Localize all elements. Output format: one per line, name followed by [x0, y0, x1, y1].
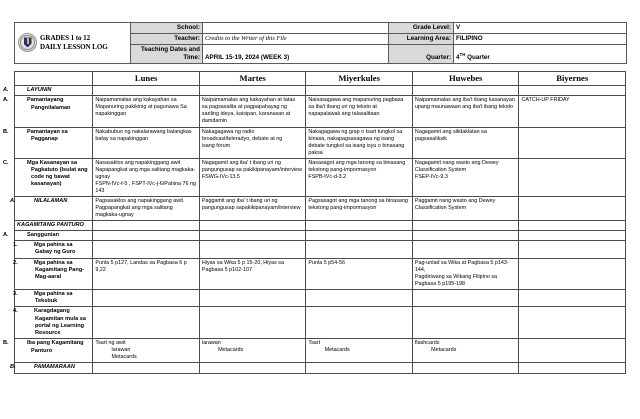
cell-layunin-huwebes[interactable] — [412, 86, 519, 96]
cell-pamantayang-pangnilalaman-martes[interactable]: Naipamamalas ang kakayahan at tatas sa pagsasalita at pagpapahayag ng sariling ideya, kaisipan, karanasan at damdamin — [199, 96, 306, 127]
row-index-pamamaraan: B. — [10, 364, 16, 371]
day-header-row — [15, 72, 626, 86]
row-label-pamantayang-pangnilalaman — [3, 96, 93, 127]
cell-kagamitang-pang-mag-aaral-biyernes[interactable] — [519, 258, 626, 289]
teaching-dates-label-line2: Time: — [183, 53, 200, 61]
cell-sanggunian-lunes[interactable] — [93, 230, 200, 240]
learning-area-value[interactable]: FILIPINO — [454, 33, 627, 44]
cell-pamamaraan-huwebes[interactable] — [412, 363, 519, 373]
school-label: School: — [131, 23, 203, 34]
cell-kagamitang-panturo-huwebes[interactable] — [412, 220, 519, 230]
cell-gabay-ng-guro-lunes[interactable] — [93, 241, 200, 259]
cell-kagamitang-pang-mag-aaral-martes[interactable]: Hiyas sa Wika 5 p 15-20, Hiyas sa Pagbasa 5 p102-107 — [199, 258, 306, 289]
teaching-dates-label — [131, 44, 203, 63]
cell-pamantayan-sa-pagganap-lunes[interactable]: Nakabubuo ng nakalarawang balangkas batay sa napakinggan — [93, 127, 200, 158]
cell-gabay-ng-guro-biyernes[interactable] — [519, 241, 626, 259]
cell-gabay-ng-guro-miyerkules[interactable] — [306, 241, 413, 259]
cell-karagdagang-kagamitan-martes[interactable] — [199, 307, 306, 339]
row-label-layunin — [3, 86, 93, 96]
cell-nilalaman-martes[interactable]: Paggamit ang iba' t ibang uri ng pangungusap sapakikipanayam/interview — [199, 196, 306, 220]
row-index-karagdagang-kagamitan: 4. — [13, 308, 18, 315]
grade-level-label: Grade Level: — [389, 23, 454, 34]
column-header-miyerkules: Miyerkules — [306, 72, 413, 86]
row-label-pamantayan-sa-pagganap — [3, 127, 93, 158]
cell-pamamaraan-biyernes[interactable] — [519, 363, 626, 373]
cell-pamantayang-pangnilalaman-huwebes[interactable]: Naipamamalas ang iba't ibang kasanayan upang maunawaan ang iba't ibang teksto — [412, 96, 519, 127]
cell-kagamitang-panturo-biyernes[interactable] — [519, 220, 626, 230]
cell-pamamaraan-miyerkules[interactable] — [306, 363, 413, 373]
row-index-mga-kasanayan-sa-pagkatuto: C. — [3, 159, 9, 166]
row-label-text-kagamitang-panturo: KAGAMITANG PANTURO — [17, 221, 84, 228]
teaching-dates-value[interactable]: APRIL 15-19, 2024 (WEEK 3) — [203, 44, 389, 63]
teaching-dates-label-line1: Teaching Dates and — [140, 45, 200, 53]
row-label-pamamaraan — [10, 363, 93, 373]
quarter-suffix: TH — [459, 51, 466, 57]
row-label-karagdagang-kagamitan — [15, 307, 93, 339]
row-label-text-layunin: LAYUNIN — [27, 87, 52, 94]
stub-header — [15, 72, 93, 86]
dll-row-karagdagang-kagamitan — [15, 307, 626, 339]
dll-title — [40, 34, 108, 51]
logo-cell — [15, 23, 131, 64]
dll-row-mga-kasanayan-sa-pagkatuto — [15, 158, 626, 196]
cell-pamantayang-pangnilalaman-lunes[interactable]: Naipamamalas ang kakayahan sa Mapanuring pakikinig at pagunawa Sa napakinggan — [93, 96, 200, 127]
row-label-nilalaman — [10, 196, 93, 220]
column-header-martes: Martes — [199, 72, 306, 86]
row-index-layunin: A. — [3, 87, 9, 94]
dll-row-sanggunian — [15, 230, 626, 240]
row-label-text-pamantayan-sa-pagganap: Pamantayan sa Pagganap — [27, 128, 68, 142]
cell-pamamaraan-martes[interactable] — [199, 363, 306, 373]
cell-iba-pang-kagamitang-panturo-huwebes[interactable]: flashcards Metacards — [412, 339, 519, 363]
cell-teksbuk-martes[interactable] — [199, 289, 306, 307]
row-label-sanggunian — [3, 230, 93, 240]
cell-nilalaman-miyerkules[interactable]: Pagsasagot ang mga tanong sa binasang tekstong pang-impormasyon — [306, 196, 413, 220]
row-label-text-teksbuk: Mga pahina sa Teksbuk — [34, 290, 73, 305]
cell-nilalaman-huwebes[interactable]: Paggamit nang wasto ang Dewey Classification System — [412, 196, 519, 220]
cell-layunin-lunes[interactable] — [93, 86, 200, 96]
cell-layunin-miyerkules[interactable] — [306, 86, 413, 96]
quarter-value[interactable] — [454, 44, 627, 63]
cell-mga-kasanayan-sa-pagkatuto-biyernes[interactable] — [519, 158, 626, 196]
cell-kagamitang-pang-mag-aaral-huwebes[interactable]: Pag-unlad sa Wika at Pagbasa 5 p143-144, Pagdiriwang sa Wikang Filipino sa Pagbasa 5 p195-198 — [412, 258, 519, 289]
row-label-text-nilalaman: NILALAMAN — [34, 197, 68, 204]
dll-main-block — [3, 71, 626, 374]
dll-row-nilalaman — [15, 196, 626, 220]
cell-teksbuk-lunes[interactable] — [93, 289, 200, 307]
cell-kagamitang-pang-mag-aaral-miyerkules[interactable]: Punla 5 p54-56 — [306, 258, 413, 289]
quarter-label: Quarter: — [389, 44, 454, 63]
row-label-text-gabay-ng-guro: Mga pahina sa Gabay ng Guro — [34, 242, 76, 256]
dll-body — [3, 86, 626, 374]
cell-karagdagang-kagamitan-biyernes[interactable] — [519, 307, 626, 339]
quarter-number: 4 — [456, 53, 460, 61]
cell-nilalaman-lunes[interactable]: Pagsasaklos ang napakinggang awit. Pagpapangkat ang mga salitang magkaka-ugnay — [93, 196, 200, 220]
header-table — [14, 22, 627, 64]
column-header-lunes: Lunes — [93, 72, 200, 86]
cell-nilalaman-biyernes[interactable] — [519, 196, 626, 220]
row-label-text-pamantayang-pangnilalaman: Pamantayang Pangnilalaman — [27, 97, 71, 111]
cell-mga-kasanayan-sa-pagkatuto-miyerkules[interactable]: Nasasagot ang mga tanong sa binasang tekstong pang-impormasyon FSPB-IVc-d-3.2 — [306, 158, 413, 196]
row-index-nilalaman: A. — [10, 197, 16, 204]
deped-seal-icon — [18, 33, 37, 52]
cell-mga-kasanayan-sa-pagkatuto-huwebes[interactable]: Nagagamit nang wasto ang Dewey Classification System FSEP-IVc-9.3 — [412, 158, 519, 196]
row-label-kagamitang-pang-mag-aaral — [15, 258, 93, 289]
row-label-iba-pang-kagamitang-panturo — [3, 339, 93, 363]
cell-pamantayang-pangnilalaman-biyernes[interactable]: CATCH-UP FRIDAY — [519, 96, 626, 127]
cell-iba-pang-kagamitang-panturo-lunes[interactable]: Tsart ng awit larawan Metacards — [93, 339, 200, 363]
cell-teksbuk-miyerkules[interactable] — [306, 289, 413, 307]
cell-kagamitang-panturo-miyerkules[interactable] — [306, 220, 413, 230]
cell-kagamitang-panturo-martes[interactable] — [199, 220, 306, 230]
cell-layunin-martes[interactable] — [199, 86, 306, 96]
grade-level-value[interactable]: V — [454, 23, 627, 34]
cell-teksbuk-biyernes[interactable] — [519, 289, 626, 307]
cell-sanggunian-huwebes[interactable] — [412, 230, 519, 240]
cell-gabay-ng-guro-martes[interactable] — [199, 241, 306, 259]
cell-karagdagang-kagamitan-lunes[interactable] — [93, 307, 200, 339]
cell-pamantayan-sa-pagganap-martes[interactable]: Nakagagawa ng radio broadcast/teleradyo, debate at ng isang forum — [199, 127, 306, 158]
row-label-text-iba-pang-kagamitang-panturo: Iba pang Kagamitang Panturo — [27, 340, 84, 354]
cell-pamantayang-pangnilalaman-miyerkules[interactable]: Naisasagawa ang mapanuring pagbasa sa iba't ibang uri ng teksto at napapalawak ang talasalitaan — [306, 96, 413, 127]
cell-sanggunian-martes[interactable] — [199, 230, 306, 240]
row-label-kagamitang-panturo — [15, 220, 93, 230]
learning-area-label: Learning Area: — [389, 33, 454, 44]
dll-row-kagamitang-panturo — [15, 220, 626, 230]
row-index-iba-pang-kagamitang-panturo: B. — [3, 340, 9, 347]
column-header-biyernes: Biyernes — [519, 72, 626, 86]
cell-kagamitang-panturo-lunes[interactable] — [93, 220, 200, 230]
teacher-label: Teacher: — [131, 33, 203, 44]
row-index-teksbuk: 3. — [13, 290, 18, 297]
cell-pamantayan-sa-pagganap-biyernes[interactable] — [519, 127, 626, 158]
dll-row-iba-pang-kagamitang-panturo — [15, 339, 626, 363]
row-label-text-pamamaraan: PAMAMARAAN — [34, 364, 75, 371]
cell-teksbuk-huwebes[interactable] — [412, 289, 519, 307]
row-label-mga-kasanayan-sa-pagkatuto — [3, 158, 93, 196]
cell-pamamaraan-lunes[interactable] — [93, 363, 200, 373]
row-label-teksbuk — [15, 289, 93, 307]
quarter-word: Quarter — [465, 53, 490, 61]
cell-iba-pang-kagamitang-panturo-martes[interactable]: larawan Metacards — [199, 339, 306, 363]
row-index-sanggunian: A. — [3, 231, 9, 238]
cell-iba-pang-kagamitang-panturo-miyerkules[interactable]: Tsart Metacards — [306, 339, 413, 363]
dll-header-block — [14, 22, 626, 64]
cell-sanggunian-biyernes[interactable] — [519, 230, 626, 240]
row-label-gabay-ng-guro — [15, 241, 93, 259]
header-row-school — [15, 23, 627, 34]
row-label-text-sanggunian: Sanggunian — [27, 231, 60, 238]
cell-layunin-biyernes[interactable] — [519, 86, 626, 96]
row-label-text-mga-kasanayan-sa-pagkatuto: Mga Kasanayan sa Pagkatuto (Isulat ang code ng bawat kasanayan) — [27, 159, 88, 188]
cell-sanggunian-miyerkules[interactable] — [306, 230, 413, 240]
teacher-value[interactable]: Credits to the Writer of this File — [203, 33, 389, 44]
cell-kagamitang-pang-mag-aaral-lunes[interactable]: Punla 5 p127, Landas sa Pagbasa 6 p 9,22 — [93, 258, 200, 289]
dll-row-layunin — [15, 86, 626, 96]
row-index-pamantayang-pangnilalaman: A. — [3, 97, 9, 104]
dll-row-pamantayan-sa-pagganap — [15, 127, 626, 158]
row-label-text-kagamitang-pang-mag-aaral: Mga pahina sa Kagamitang Pang-Mag-aaral — [34, 259, 85, 281]
dll-row-teksbuk — [15, 289, 626, 307]
dll-table — [3, 71, 626, 374]
cell-iba-pang-kagamitang-panturo-biyernes[interactable] — [519, 339, 626, 363]
cell-pamantayan-sa-pagganap-huwebes[interactable]: Nagagamit ang silidaklatan sa pagsasaliksik — [412, 127, 519, 158]
row-index-kagamitang-pang-mag-aaral: 2. — [13, 259, 18, 266]
dll-row-kagamitang-pang-mag-aaral — [15, 258, 626, 289]
dll-row-pamamaraan — [15, 363, 626, 373]
cell-gabay-ng-guro-huwebes[interactable] — [412, 241, 519, 259]
cell-karagdagang-kagamitan-huwebes[interactable] — [412, 307, 519, 339]
cell-mga-kasanayan-sa-pagkatuto-lunes[interactable]: Nasasaklos ang napakinggang awit Napapangkat ang mga salitang magkaka-ugnay FSPN-IVc-f-5 , FSPT-IVc-j-6/Pahina 76 ng 143 — [93, 158, 200, 196]
row-label-text-karagdagang-kagamitan: Karagdagang Kagamitan mula sa portal ng Learning Resource — [34, 308, 86, 337]
dll-title-line2: DAILY LESSON LOG — [40, 42, 108, 51]
cell-pamantayan-sa-pagganap-miyerkules[interactable]: Nakagagawa ng grap o tsart tungkol sa binasa, nakapagsasagawa ng isang debate tungkol sa isang isyu o binasang paksa — [306, 127, 413, 158]
row-index-pamantayan-sa-pagganap: B. — [3, 128, 9, 135]
row-index-gabay-ng-guro: 1. — [13, 242, 18, 249]
dll-row-gabay-ng-guro — [15, 241, 626, 259]
dll-row-pamantayang-pangnilalaman — [15, 96, 626, 127]
column-header-huwebes: Huwebes — [412, 72, 519, 86]
dll-title-line1: GRADES 1 to 12 — [40, 34, 91, 43]
school-value[interactable] — [203, 23, 389, 34]
cell-karagdagang-kagamitan-miyerkules[interactable] — [306, 307, 413, 339]
cell-mga-kasanayan-sa-pagkatuto-martes[interactable]: Nagagamit ang iba' t ibang uri ng pangungusap sa pakikipanayam/interview FSWG-IVc-13.5 — [199, 158, 306, 196]
